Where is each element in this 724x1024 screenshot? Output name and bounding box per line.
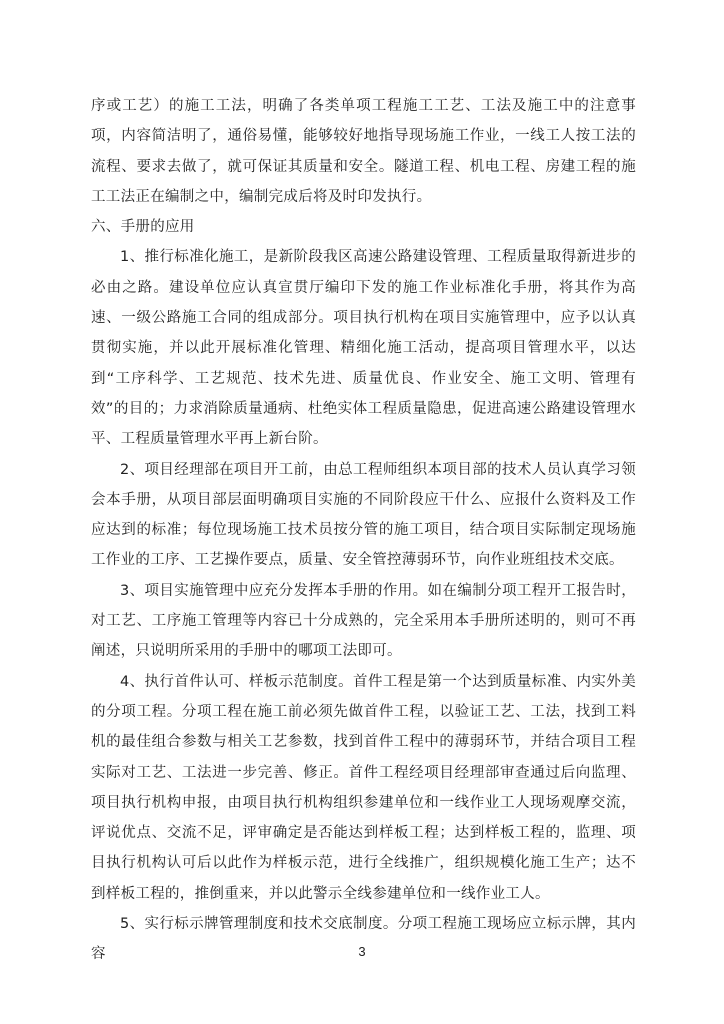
paragraph-continued: 序或工艺）的施工工法，明确了各类单项工程施工工艺、工法及施工中的注意事项，内容简洁明了，通俗易懂，能够较好地指导现场施工作业，一线工人按工法的流程、要求去做了，就可保证其质量和安全。隧道工程、机电工程、房建工程的施工工法正在编制之中，编制完成后将及时印发执行。 [91, 98, 636, 205]
paragraph-item-4: 4、执行首件认可、样板示范制度。首件工程是第一个达到质量标准、内实外美的分项工程。分项工程在施工前必须先做首件工程，以验证工艺、工法，找到工料机的最佳组合参数与相关工艺参数，找到首件工程中的薄弱环节，并结合项目工程实际对工艺、工法进一步完善、修正。首件工程经项目经理部审查通过后向监理、项目执行机构申报，由项目执行机构组织参建单位和一线作业工人现场观摩交流，评说优点、交流不足，评审确定是否能达到样板工程；达到样板工程的，监理、项目执行机构认可后以此作为样板示范，进行全线推广，组织规模化施工生产；达不到样板工程的，推倒重来，并以此警示全线参建单位和一线作业工人。 [91, 673, 636, 902]
paragraph-item-2: 2、项目经理部在项目开工前，由总工程师组织本项目部的技术人员认真学习领会本手册，从项目部层面明确项目实施的不同阶段应干什么、应报什么资料及工作应达到的标准；每位现场施工技术员按分管的施工项目，结合项目实际制定现场施工作业的工序、工艺操作要点，质量、安全管控薄弱环节，向作业班组技术交底。 [91, 461, 636, 569]
section-heading: 六、手册的应用 [91, 219, 195, 236]
document-body [91, 91, 636, 970]
paragraph-item-3: 3、项目实施管理中应充分发挥本手册的作用。如在编制分项工程开工报告时，对工艺、工序施工管理等内容已十分成熟的，完全采用本手册所述明的，则可不再阐述，只说明所采用的手册中的哪项工法即可。 [91, 582, 636, 660]
paragraph-item-1: 1、推行标准化施工，是新阶段我区高速公路建设管理、工程质量取得新进步的必由之路。建设单位应认真宣贯厅编印下发的施工作业标准化手册，将其作为高速、一级公路施工合同的组成部分。项目执行机构在项目实施管理中，应予以认真贯彻实施，并以此开展标准化管理、精细化施工活动，提高项目管理水平，以达到“工序科学、工艺规范、技术先进、质量优良、作业安全、施工文明、管理有效”的目的；力求消除质量通病、杜绝实体工程质量隐患，促进高速公路建设管理水平、工程质量管理水平再上新台阶。 [91, 249, 636, 448]
page-number: 3 [358, 944, 366, 959]
paragraph-item-5: 5、实行标示牌管理制度和技术交底制度。分项工程施工现场应立标示牌，其内容 [91, 916, 636, 963]
